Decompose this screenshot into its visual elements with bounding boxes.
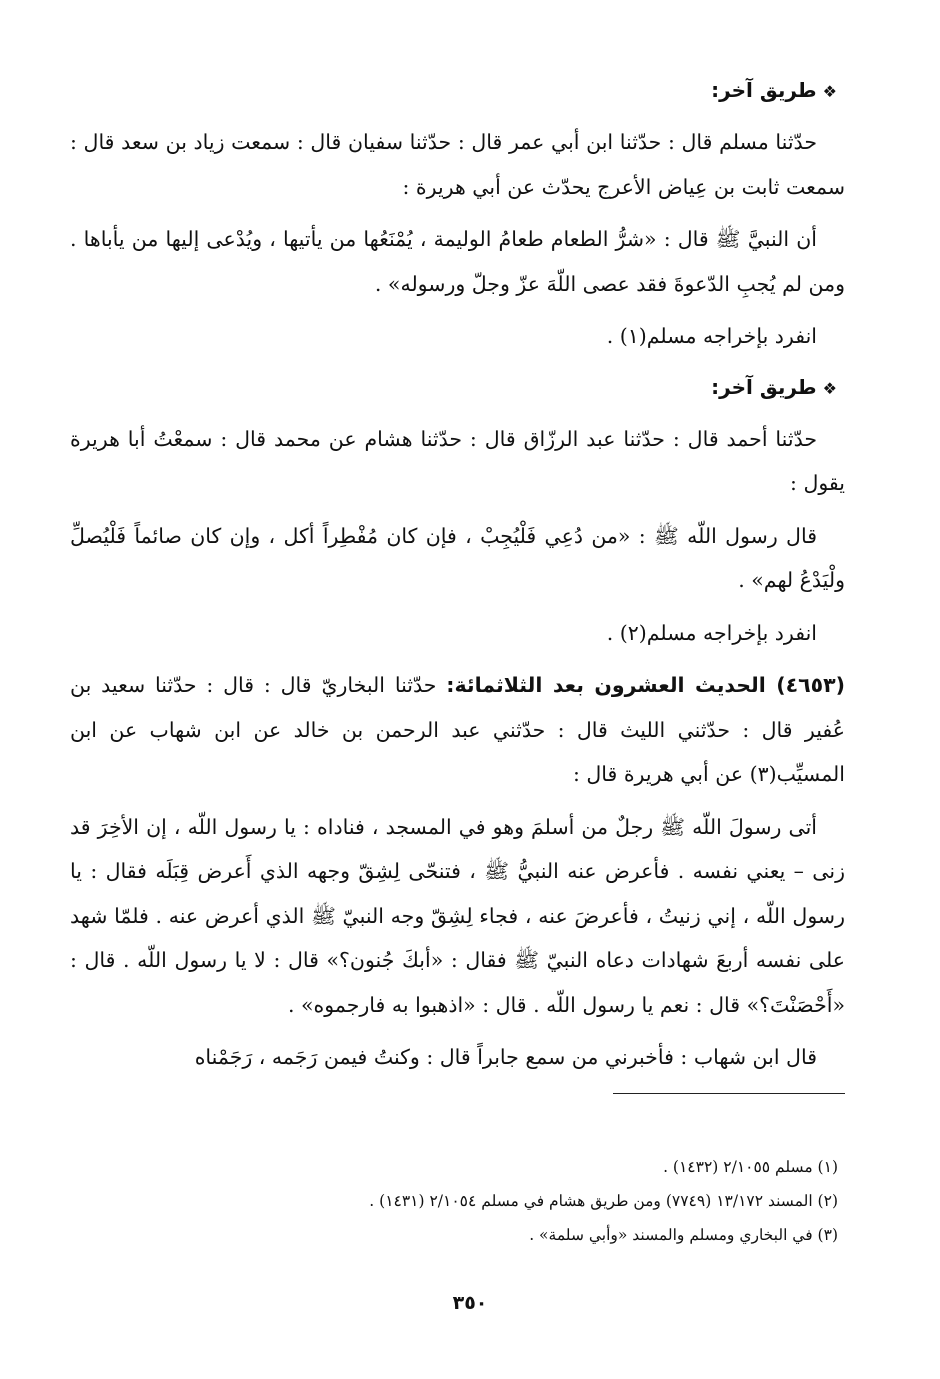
section-heading-text: طريق آخر: [711,374,817,399]
footnotes [70,1150,838,1252]
hadith-isnad-paragraph [70,663,845,797]
takhrij-note: انفرد بإخراجه مسلم(١) . [606,324,817,348]
page-body [70,70,845,1088]
isnad-paragraph: حدّثنا مسلم قال : حدّثنا ابن أبي عمر قال : حدّثنا سفيان قال : سمعت زياد بن سعد قال : سمعت ثابت بن عِياض الأعرج يحدّث عن أبي هريرة : [70,130,845,199]
hadith-title: (٤٦٥٣) الحديث العشرون بعد الثلاثمائة: [446,673,846,697]
hadith-isnad-text: حدّثنا البخاريّ قال : قال : حدّثنا سعيد بن عُفير قال : حدّثني الليث قال : حدّثني عبد الرحمن بن خالد عن ابن شهاب عن ابن المسيِّب(٣) عن أبي هريرة قال : [70,673,845,786]
section-heading-text: طريق آخر: [711,78,817,102]
matn-paragraph: أن النبيَّ ﷺ قال : «شرُّ الطعام طعامُ الوليمة ، يُمْنَعُها من يأتيها ، ويُدْعى إليها من يأباها . ومن لم يُجبِ الدّعوةَ فقد عصى اللّهَ عزّ وجلّ ورسوله» . [70,227,845,296]
isnad-paragraph: حدّثنا أحمد قال : حدّثنا عبد الرزّاق قال : حدّثنا هشام عن محمد قال : سمعْتُ أبا هريرة يقول : [70,426,845,495]
diamond-bullet-icon: ❖ [822,378,837,398]
diamond-bullet-icon: ❖ [822,82,837,101]
footnote-2: (٢) المسند ١٣/١٧٢ (٧٧٤٩) ومن طريق هشام في مسلم ٢/١٠٥٤ (١٤٣١) . [369,1192,838,1210]
matn-paragraph: قال رسول اللّه ﷺ : «من دُعِي فَلْيُجِبْ ، فإن كان مُفْطِراً أكل ، وإن كان صائماً فَلْيُصلِّ ولْيَدْعُ لهم» . [70,523,845,592]
footnote-divider [613,1093,845,1094]
hadith-matn-paragraph: أتى رسولَ اللّه ﷺ رجلٌ من أسلمَ وهو في المسجد ، فناداه : يا رسول اللّه ، إن الأخِرَ قد زنى – يعني نفسه . فأعرض عنه النبيُّ ﷺ ، فتنحّى لِشِقّ وجهه الذي أَعرض قِبَلَه فقال : يا رسول اللّه ، إني زنيتُ ، فأعرضَ عنه ، فجاء لِشِقّ وجه النبيّ ﷺ الذي أعرض عنه . فلمّا شهد على نفسه أربعَ شهادات دعاه النبيّ ﷺ فقال : «أبكَ جُنون؟» قال : لا يا رسول اللّه . قال : «أَحْصَنْتَ؟» قال : نعم يا رسول اللّه . قال : «اذهبوا به فارجموه» . [70,814,845,1017]
footnote-3: (٣) في البخاري ومسلم والمسند «وأبي سلمة» . [529,1226,838,1244]
section-heading [70,70,837,112]
section-heading [70,367,837,409]
takhrij-note: انفرد بإخراجه مسلم(٢) . [606,620,817,645]
page-number: ٣٥٠ [452,1292,488,1314]
hadith-continuation-paragraph: قال ابن شهاب : فأخبرني من سمع جابراً قال : وكنتُ فيمن رَجَمه ، رَجَمْناه [194,1045,817,1069]
footnote-1: (١) مسلم ٢/١٠٥٥ (١٤٣٢) . [663,1158,838,1176]
